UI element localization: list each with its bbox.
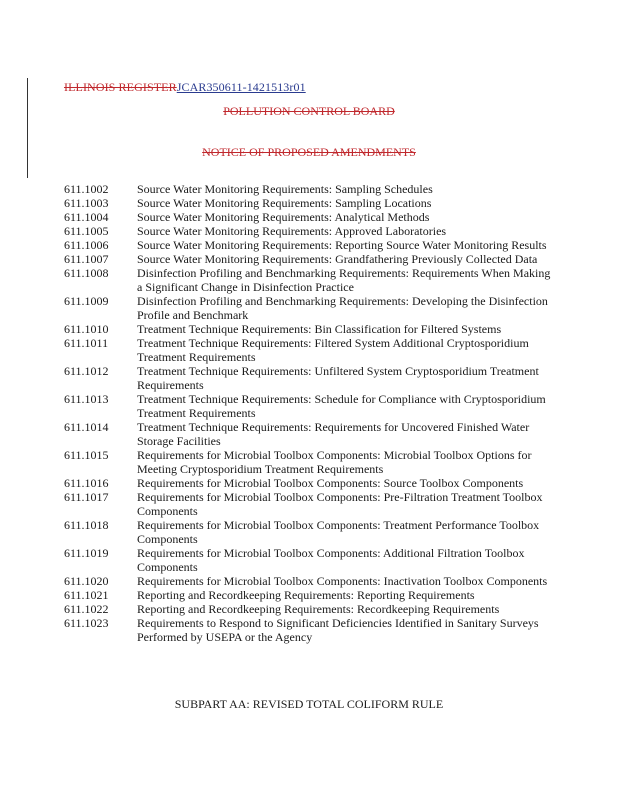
section-title: Treatment Technique Requirements: Unfiltered System Cryptosporidium Treatment Requirements bbox=[137, 364, 539, 392]
section-number: 611.1007 bbox=[64, 252, 109, 266]
section-entry bbox=[64, 294, 554, 322]
section-number: 611.1022 bbox=[64, 602, 109, 616]
section-number: 611.1006 bbox=[64, 238, 109, 252]
section-entry bbox=[64, 546, 554, 574]
section-list bbox=[64, 182, 554, 644]
section-title: Requirements to Respond to Significant Deficiencies Identified in Sanitary Surveys Performed by USEPA or the Agency bbox=[137, 616, 539, 644]
section-title: Disinfection Profiling and Benchmarking Requirements: Requirements When Making a Significant Change in Disinfection Practice bbox=[137, 266, 551, 294]
section-title: Disinfection Profiling and Benchmarking Requirements: Developing the Disinfection Profile and Benchmark bbox=[137, 294, 548, 322]
section-number: 611.1020 bbox=[64, 574, 109, 588]
section-title: Source Water Monitoring Requirements: Sampling Locations bbox=[137, 196, 432, 210]
section-title: Treatment Technique Requirements: Bin Classification for Filtered Systems bbox=[137, 322, 502, 336]
section-number: 611.1021 bbox=[64, 588, 109, 602]
section-entry bbox=[64, 336, 554, 364]
section-title: Source Water Monitoring Requirements: Analytical Methods bbox=[137, 210, 430, 224]
section-title: Treatment Technique Requirements: Filtered System Additional Cryptosporidium Treatment Requirements bbox=[137, 336, 529, 364]
section-number: 611.1014 bbox=[64, 420, 109, 434]
section-entry bbox=[64, 224, 554, 238]
section-entry bbox=[64, 574, 554, 588]
section-title: Requirements for Microbial Toolbox Components: Microbial Toolbox Options for Meeting Cryptosporidium Treatment Requirements bbox=[137, 448, 532, 476]
section-number: 611.1023 bbox=[64, 616, 109, 630]
section-entry bbox=[64, 252, 554, 266]
section-number: 611.1018 bbox=[64, 518, 109, 532]
section-entry bbox=[64, 238, 554, 252]
section-entry bbox=[64, 364, 554, 392]
section-number: 611.1010 bbox=[64, 322, 109, 336]
register-id: JCAR350611-1421513r01 bbox=[176, 80, 306, 94]
section-number: 611.1003 bbox=[64, 196, 109, 210]
section-title: Requirements for Microbial Toolbox Components: Treatment Performance Toolbox Components bbox=[137, 518, 540, 546]
section-number: 611.1002 bbox=[64, 182, 109, 196]
section-entry bbox=[64, 420, 554, 448]
section-entry bbox=[64, 196, 554, 210]
section-title: Reporting and Recordkeeping Requirements: Reporting Requirements bbox=[137, 588, 475, 602]
section-number: 611.1009 bbox=[64, 294, 109, 308]
section-number: 611.1013 bbox=[64, 392, 109, 406]
section-entry bbox=[64, 322, 554, 336]
board-title: POLLUTION CONTROL BOARD bbox=[223, 104, 395, 118]
section-title: Treatment Technique Requirements: Schedule for Compliance with Cryptosporidium Treatment Requirements bbox=[137, 392, 546, 420]
section-entry bbox=[64, 210, 554, 224]
section-entry bbox=[64, 588, 554, 602]
section-title: Requirements for Microbial Toolbox Components: Source Toolbox Components bbox=[137, 476, 524, 490]
section-title: Requirements for Microbial Toolbox Components: Inactivation Toolbox Components bbox=[137, 574, 548, 588]
revision-bar bbox=[27, 78, 28, 178]
section-title: Source Water Monitoring Requirements: Approved Laboratories bbox=[137, 224, 447, 238]
notice-title: NOTICE OF PROPOSED AMENDMENTS bbox=[202, 145, 416, 159]
section-number: 611.1016 bbox=[64, 476, 109, 490]
section-number: 611.1012 bbox=[64, 364, 109, 378]
register-header bbox=[64, 80, 306, 95]
section-entry bbox=[64, 182, 554, 196]
section-number: 611.1011 bbox=[64, 336, 109, 350]
section-entry bbox=[64, 490, 554, 518]
section-title: Reporting and Recordkeeping Requirements: Recordkeeping Requirements bbox=[137, 602, 500, 616]
section-number: 611.1017 bbox=[64, 490, 109, 504]
section-number: 611.1005 bbox=[64, 224, 109, 238]
section-entry bbox=[64, 602, 554, 616]
section-entry bbox=[64, 476, 554, 490]
section-title: Source Water Monitoring Requirements: Reporting Source Water Monitoring Results bbox=[137, 238, 547, 252]
subpart-heading: SUBPART AA: REVISED TOTAL COLIFORM RULE bbox=[174, 697, 444, 711]
section-title: Requirements for Microbial Toolbox Components: Additional Filtration Toolbox Components bbox=[137, 546, 525, 574]
section-title: Source Water Monitoring Requirements: Sampling Schedules bbox=[137, 182, 433, 196]
section-entry bbox=[64, 448, 554, 476]
section-number: 611.1015 bbox=[64, 448, 109, 462]
section-number: 611.1019 bbox=[64, 546, 109, 560]
section-number: 611.1008 bbox=[64, 266, 109, 280]
section-entry bbox=[64, 392, 554, 420]
section-title: Treatment Technique Requirements: Requirements for Uncovered Finished Water Storage Facilities bbox=[137, 420, 530, 448]
section-title: Source Water Monitoring Requirements: Grandfathering Previously Collected Data bbox=[137, 252, 538, 266]
section-entry bbox=[64, 518, 554, 546]
section-title: Requirements for Microbial Toolbox Components: Pre-Filtration Treatment Toolbox Components bbox=[137, 490, 543, 518]
section-entry bbox=[64, 616, 554, 644]
section-number: 611.1004 bbox=[64, 210, 109, 224]
section-entry bbox=[64, 266, 554, 294]
register-title-struck: ILLINOIS REGISTER bbox=[64, 80, 177, 94]
